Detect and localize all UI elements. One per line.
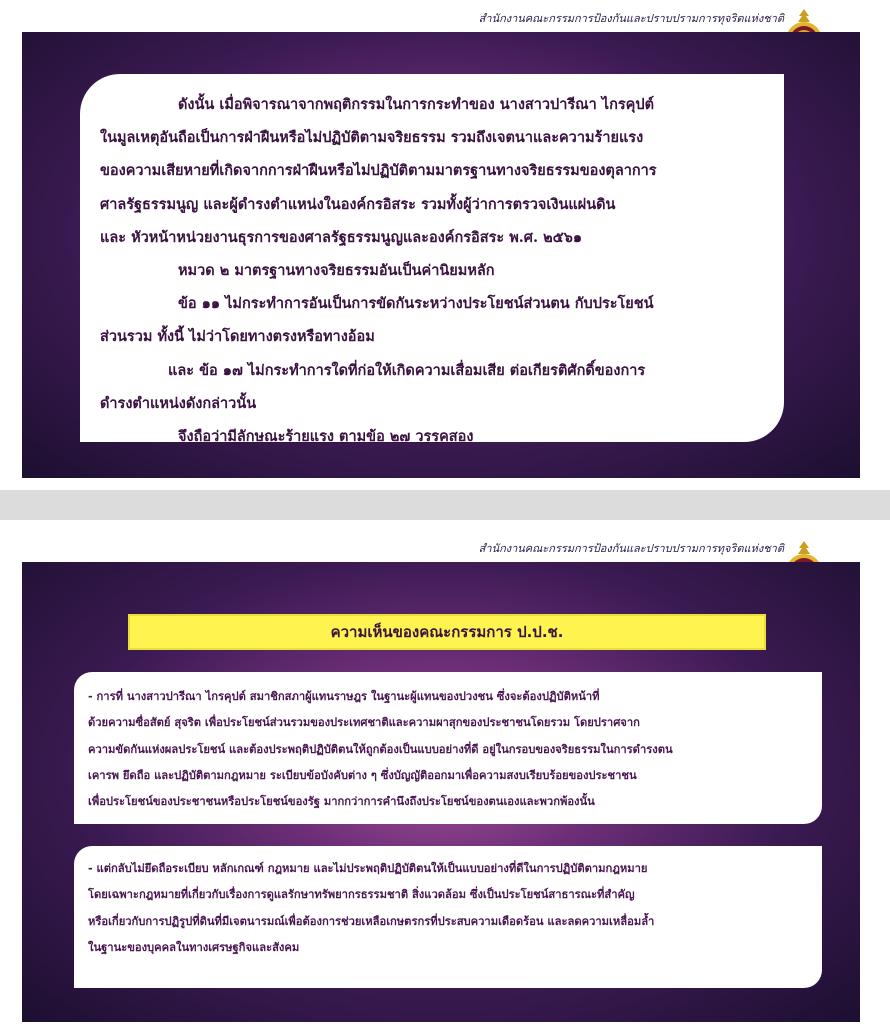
text-line: เพื่อประโยชน์ของประชาชนหรือประโยชน์ของรัฐ มากกว่าการคำนึงถึงประโยชน์ของตนเองและพวกพ้องนั้น bbox=[88, 795, 595, 809]
text-line: หรือเกี่ยวกับการปฏิรูปที่ดินที่มีเจตนารมณ์เพื่อต้องการช่วยเหลือเกษตรกรที่ประสบความเดือดร้อน และลดความเหลื่อมล้ำ bbox=[88, 914, 655, 928]
slide-background-panel bbox=[22, 32, 860, 478]
slide-background-panel bbox=[22, 562, 860, 1022]
text-line: โดยเฉพาะกฎหมายที่เกี่ยวกับเรื่องการดูแลรักษาทรัพยากรธรรมชาติ สิ่งแวดล้อม ซึ่งเป็นประโยชน์สาธารณะที่สำคัญ bbox=[88, 888, 635, 902]
text-line: ในมูลเหตุอันถือเป็นการฝ่าฝืนหรือไม่ปฏิบัติตามจริยธรรม รวมถึงเจตนาและความร้ายแรง bbox=[100, 129, 644, 147]
opinion-banner-title: ความเห็นของคณะกรรมการ ป.ป.ช. bbox=[128, 614, 766, 650]
text-line: - แต่กลับไม่ยึดถือระเบียบ หลักเกณฑ์ กฎหมาย และไม่ประพฤติปฏิบัติตนให้เป็นแบบอย่างที่ดีในการปฏิบัติตามกฎหมาย bbox=[88, 862, 648, 875]
text-line: ความขัดกันแห่งผลประโยชน์ และต้องประพฤติปฏิบัติตนให้ถูกต้องเป็นแบบอย่างที่ดี อยู่ในกรอบของจริยธรรมในการดำรงตน bbox=[88, 742, 673, 756]
text-line: ด้วยความซื่อสัตย์ สุจริต เพื่อประโยชน์ส่วนรวมของประเทศชาติและความผาสุกของประชาชนโดยรวม โดยปราศจาก bbox=[88, 716, 640, 730]
slide-2 bbox=[0, 520, 890, 1024]
slide-1 bbox=[0, 0, 890, 490]
text-line: ศาลรัฐธรรมนูญ และผู้ดำรงตำแหน่งในองค์กรอิสระ รวมทั้งผู้ว่าการตรวจเงินแผ่นดิน bbox=[100, 195, 616, 213]
text-line: หมวด ๒ มาตรฐานทางจริยธรรมอันเป็นค่านิยมหลัก bbox=[178, 262, 495, 280]
agency-name: สำนักงานคณะกรรมการป้องกันและปราบปรามการทุจริตแห่งชาติ bbox=[478, 542, 784, 555]
text-line: - การที่ นางสาวปารีณา ไกรคุปต์ สมาชิกสภาผู้แทนราษฎร ในฐานะผู้แทนของปวงชน ซึ่งจะต้องปฏิบัติหน้าที่ bbox=[88, 690, 600, 703]
text-line: และ หัวหน้าหน่วยงานธุรการของศาลรัฐธรรมนูญและองค์กรอิสระ พ.ศ. ๒๕๖๑ bbox=[100, 228, 583, 246]
text-line: เคารพ ยึดถือ และปฏิบัติตามกฎหมาย ระเบียบข้อบังคับต่าง ๆ ซึ่งบัญญัติออกมาเพื่อความสงบเรียบร้อยของประชาชน bbox=[88, 768, 637, 782]
opinion-card-1 bbox=[74, 672, 822, 824]
statement-card bbox=[80, 74, 784, 446]
text-line: ส่วนรวม ทั้งนี้ ไม่ว่าโดยทางตรงหรือทางอ้อม bbox=[100, 328, 375, 346]
opinion-card-2 bbox=[74, 846, 822, 988]
text-line: และ ข้อ ๑๗ ไม่กระทำการใดที่ก่อให้เกิดความเสื่อมเสีย ต่อเกียรติศักดิ์ของการ bbox=[168, 361, 646, 379]
text-line: ของความเสียหายที่เกิดจากการฝ่าฝืนหรือไม่ปฏิบัติตามมาตรฐานทางจริยธรรมของตุลาการ bbox=[100, 162, 657, 180]
text-line: ในฐานะของบุคคลในทางเศรษฐกิจและสังคม bbox=[88, 940, 300, 954]
text-line: ข้อ ๑๑ ไม่กระทำการอันเป็นการขัดกันระหว่างประโยชน์ส่วนตน กับประโยชน์ bbox=[178, 295, 654, 313]
conclusion-line: จึงถือว่ามีลักษณะร้ายแรง ตามข้อ ๒๗ วรรคสอง bbox=[178, 428, 474, 446]
text-line: ดำรงตำแหน่งดังกล่าวนั้น bbox=[100, 394, 257, 412]
text-line: ดังนั้น เมื่อพิจารณาจากพฤติกรรมในการกระทำของ นางสาวปารีณา ไกรคุปต์ bbox=[178, 96, 654, 113]
agency-name: สำนักงานคณะกรรมการป้องกันและปราบปรามการทุจริตแห่งชาติ bbox=[478, 12, 784, 25]
